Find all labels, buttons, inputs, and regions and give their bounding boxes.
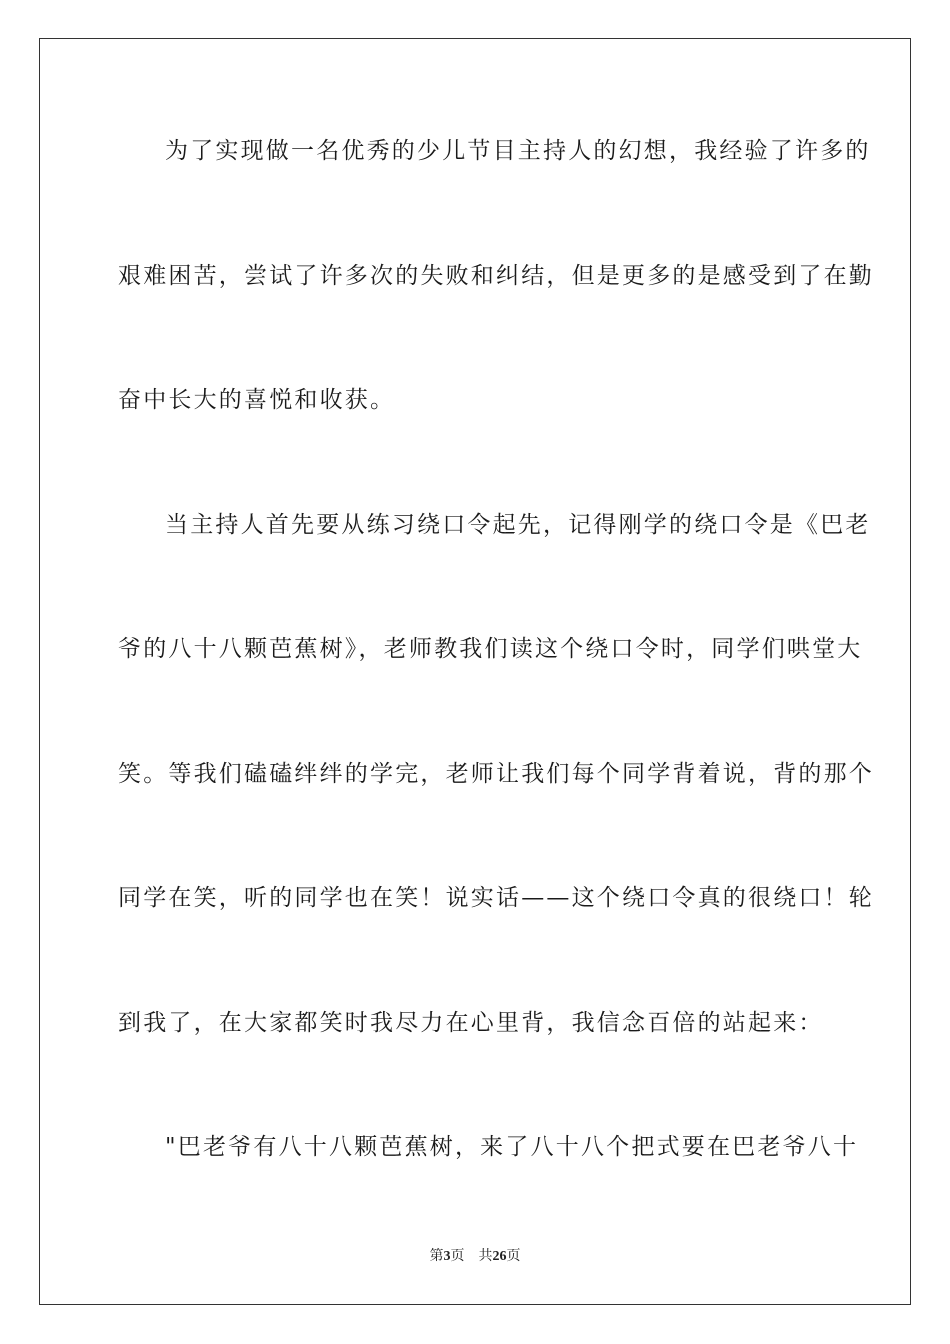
paragraph-1-line-3: 奋中长大的喜悦和收获。 — [118, 387, 396, 413]
total-prefix: 共 — [478, 1249, 493, 1264]
total-suffix: 页 — [506, 1249, 521, 1264]
paragraph-2-line-1: 当主持人首先要从练习绕口令起先，记得刚学的绕口令是《巴老 — [165, 512, 871, 538]
total-pages: 26 — [492, 1249, 507, 1264]
paragraph-2-line-4: 同学在笑，听的同学也在笑！说实话——这个绕口令真的很绕口！轮 — [118, 885, 874, 911]
paragraph-3-line-1: "巴老爷有八十八颗芭蕉树，来了八十八个把式要在巴老爷八十 — [165, 1134, 859, 1160]
paragraph-1-line-2: 艰难困苦，尝试了许多次的失败和纠结，但是更多的是感受到了在勤 — [118, 263, 874, 289]
page-footer — [0, 1247, 950, 1267]
page-border — [39, 38, 911, 1305]
paragraph-2-line-2: 爷的八十八颗芭蕉树》，老师教我们读这个绕口令时，同学们哄堂大 — [118, 636, 863, 662]
paragraph-2-line-5: 到我了，在大家都笑时我尽力在心里背，我信念百倍的站起来： — [118, 1010, 824, 1036]
page-prefix: 第 — [429, 1249, 444, 1264]
page-suffix: 页 — [450, 1249, 465, 1264]
paragraph-1-line-1: 为了实现做一名优秀的少儿节目主持人的幻想，我经验了许多的 — [165, 138, 871, 164]
paragraph-2-line-3: 笑。等我们磕磕绊绊的学完，老师让我们每个同学背着说，背的那个 — [118, 761, 874, 787]
page-number: 3 — [443, 1249, 451, 1264]
